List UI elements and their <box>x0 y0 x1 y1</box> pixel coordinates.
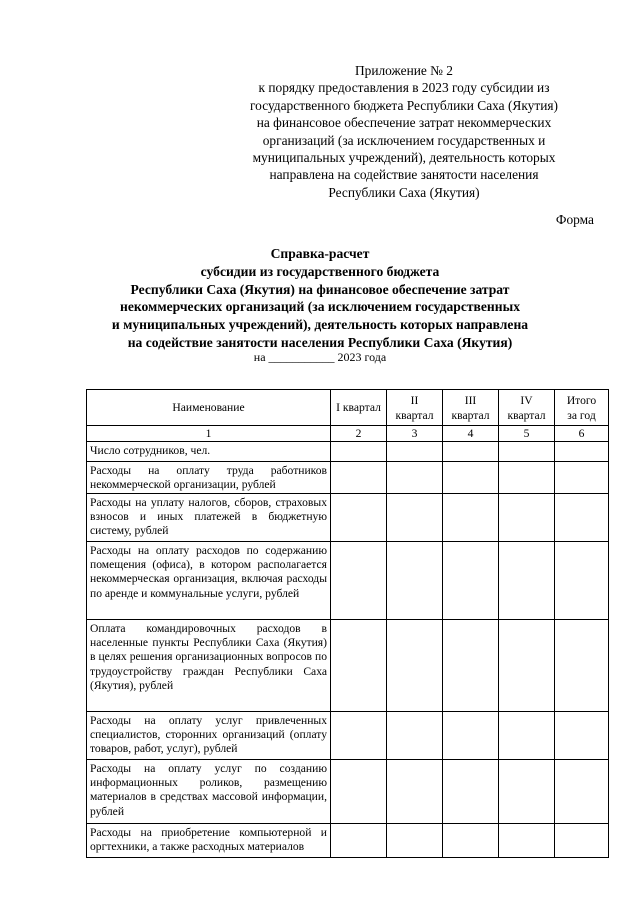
total-cell[interactable] <box>555 462 609 494</box>
appendix-line: направлена на содействие занятости населения <box>269 167 539 183</box>
q2-cell[interactable] <box>387 442 443 462</box>
table-row <box>87 620 609 712</box>
total-cell[interactable] <box>555 542 609 620</box>
column-number: 5 <box>499 426 555 442</box>
q4-cell[interactable] <box>499 620 555 712</box>
row-name: Расходы на оплату труда работников некоммерческой организации, рублей <box>87 462 331 494</box>
total-cell[interactable] <box>555 760 609 824</box>
column-numbers-row <box>87 426 609 442</box>
q1-cell[interactable] <box>331 494 387 542</box>
q2-cell[interactable] <box>387 712 443 760</box>
row-name: Расходы на оплату услуг по созданию информационных роликов, размещению материалов в средствах массовой информации, рублей <box>87 760 331 824</box>
header-row <box>87 390 609 426</box>
column-number: 1 <box>87 426 331 442</box>
q3-cell[interactable] <box>443 462 499 494</box>
q2-cell[interactable] <box>387 462 443 494</box>
row-name: Оплата командировочных расходов в населенные пункты Республики Саха (Якутия) в целях решения организационных вопросов по трудоустройству граждан Республики Саха (Якутия), рублей <box>87 620 331 712</box>
q3-cell[interactable] <box>443 494 499 542</box>
row-name: Расходы на оплату услуг привлеченных специалистов, сторонних организаций (оплату товаров, работ, услуг), рублей <box>87 712 331 760</box>
q4-cell[interactable] <box>499 824 555 858</box>
total-cell[interactable] <box>555 442 609 462</box>
date-line: на ___________ 2023 года <box>253 350 387 364</box>
q4-cell[interactable] <box>499 442 555 462</box>
total-cell[interactable] <box>555 712 609 760</box>
q3-cell[interactable] <box>443 442 499 462</box>
table-row <box>87 824 609 858</box>
title-line: некоммерческих организаций (за исключением государственных <box>120 299 520 315</box>
calculation-table <box>86 389 609 858</box>
appendix-line: Республики Саха (Якутия) <box>328 184 480 200</box>
q1-cell[interactable] <box>331 542 387 620</box>
table-row <box>87 712 609 760</box>
q4-cell[interactable] <box>499 462 555 494</box>
row-name: Число сотрудников, чел. <box>87 442 331 462</box>
header-q1: I квартал <box>331 390 387 426</box>
appendix-line: к порядку предоставления в 2023 году субсидии из <box>258 80 550 96</box>
appendix-line: муниципальных учреждений), деятельность которых <box>252 150 556 166</box>
q2-cell[interactable] <box>387 542 443 620</box>
row-name: Расходы на уплату налогов, сборов, страховых взносов и иных платежей в бюджетную систему, рублей <box>87 494 331 542</box>
header-q3: III квартал <box>443 390 499 426</box>
document-title <box>60 245 580 352</box>
row-name: Расходы на приобретение компьютерной и оргтехники, а также расходных материалов <box>87 824 331 858</box>
title-line: на содействие занятости населения Республики Саха (Якутия) <box>127 334 513 350</box>
header-q2: II квартал <box>387 390 443 426</box>
q2-cell[interactable] <box>387 760 443 824</box>
appendix-line: организаций (за исключением государственных и <box>262 132 546 148</box>
total-cell[interactable] <box>555 620 609 712</box>
q3-cell[interactable] <box>443 712 499 760</box>
form-label: Форма <box>555 212 594 227</box>
q3-cell[interactable] <box>443 542 499 620</box>
q2-cell[interactable] <box>387 824 443 858</box>
q1-cell[interactable] <box>331 824 387 858</box>
q3-cell[interactable] <box>443 760 499 824</box>
row-name: Расходы на оплату расходов по содержанию помещения (офиса), в котором располагается некоммерческая организация, включая расходы по аренде и коммунальные услуги, рублей <box>87 542 331 620</box>
title-line: Республики Саха (Якутия) на финансовое обеспечение затрат <box>130 281 510 297</box>
q2-cell[interactable] <box>387 620 443 712</box>
q1-cell[interactable] <box>331 712 387 760</box>
column-number: 6 <box>555 426 609 442</box>
title-line: Справка-расчет <box>270 246 370 261</box>
header-name: Наименование <box>87 390 331 426</box>
total-cell[interactable] <box>555 824 609 858</box>
title-line: и муниципальных учреждений), деятельность которых направлена <box>111 317 529 333</box>
q1-cell[interactable] <box>331 620 387 712</box>
appendix-line: на финансовое обеспечение затрат некоммерческих <box>256 115 552 131</box>
title-line: субсидии из государственного бюджета <box>200 263 440 279</box>
total-cell[interactable] <box>555 494 609 542</box>
q4-cell[interactable] <box>499 494 555 542</box>
appendix-header <box>220 62 588 201</box>
table-row <box>87 462 609 494</box>
q3-cell[interactable] <box>443 824 499 858</box>
q4-cell[interactable] <box>499 712 555 760</box>
column-number: 4 <box>443 426 499 442</box>
column-number: 3 <box>387 426 443 442</box>
table-row <box>87 494 609 542</box>
q3-cell[interactable] <box>443 620 499 712</box>
appendix-line: Приложение № 2 <box>354 63 454 78</box>
q1-cell[interactable] <box>331 760 387 824</box>
table-row <box>87 442 609 462</box>
header-q4: IV квартал <box>499 390 555 426</box>
q4-cell[interactable] <box>499 760 555 824</box>
appendix-line: государственного бюджета Республики Саха (Якутия) <box>250 97 558 113</box>
q4-cell[interactable] <box>499 542 555 620</box>
table-row <box>87 542 609 620</box>
q1-cell[interactable] <box>331 442 387 462</box>
table-row <box>87 760 609 824</box>
header-total: Итого за год <box>555 390 609 426</box>
q2-cell[interactable] <box>387 494 443 542</box>
column-number: 2 <box>331 426 387 442</box>
q1-cell[interactable] <box>331 462 387 494</box>
